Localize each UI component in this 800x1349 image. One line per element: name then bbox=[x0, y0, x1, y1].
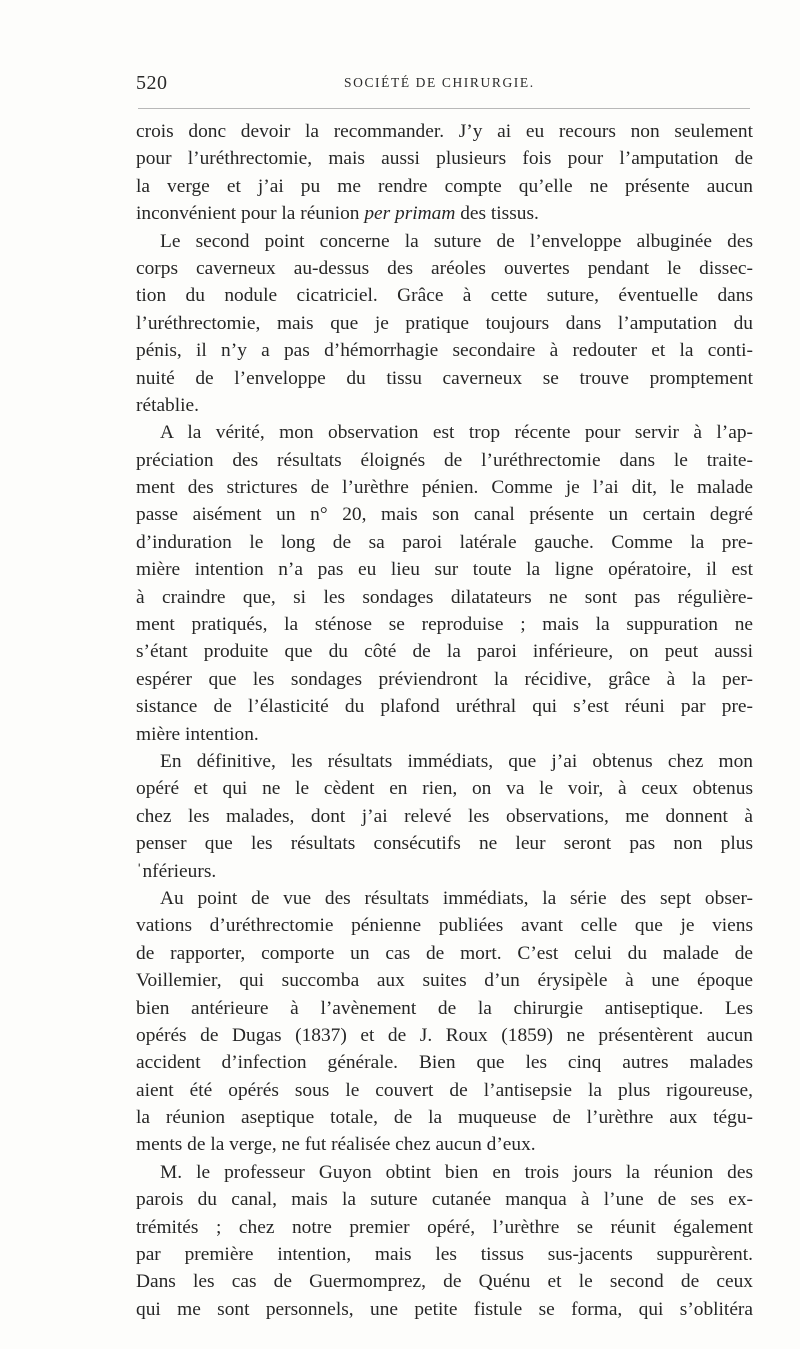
page-header bbox=[136, 72, 752, 100]
text-line: pour l’uréthrectomie, mais aussi plusieurs fois pour l’amputation de bbox=[136, 148, 753, 170]
text-line: A la vérité, mon observation est trop récente pour servir à l’ap- bbox=[160, 422, 753, 444]
text-line: aient été opérés sous le couvert de l’antisepsie la plus rigoureuse, bbox=[136, 1079, 753, 1101]
text-line: s’étant produite que du côté de la paroi inférieure, on peut aussi bbox=[136, 641, 753, 663]
text-line: sistance de l’élasticité du plafond uréthral qui s’est réuni par pre- bbox=[136, 696, 753, 718]
text-line: Au point de vue des résultats immédiats, la série des sept obser- bbox=[160, 887, 753, 909]
text-line: de rapporter, comporte un cas de mort. C’est celui du malade de bbox=[136, 942, 753, 964]
text-line: M. le professeur Guyon obtint bien en trois jours la réunion des bbox=[160, 1161, 753, 1183]
text-line: opéré et qui ne le cèdent en rien, on va le voir, à ceux obtenus bbox=[136, 778, 753, 800]
text-line: rétablie. bbox=[136, 394, 199, 416]
text-line: la verge et j’ai pu me rendre compte qu’elle ne présente aucun bbox=[136, 175, 753, 197]
text-line: parois du canal, mais la suture cutanée manqua à l’une de ses ex- bbox=[136, 1189, 753, 1211]
text-line: qui me sont personnels, une petite fistule se forma, qui s’oblitéra bbox=[136, 1298, 753, 1320]
italic-phrase: per primam bbox=[364, 203, 456, 225]
text-line: crois donc devoir la recommander. J’y ai eu recours non seulement bbox=[136, 121, 753, 142]
text-line: la réunion aseptique totale, de la muqueuse de l’urèthre aux tégu- bbox=[136, 1107, 753, 1129]
text-line: espérer que les sondages préviendront la récidive, grâce à la per- bbox=[136, 668, 753, 690]
text-line: vations d’uréthrectomie pénienne publiées avant celle que je viens bbox=[136, 915, 753, 937]
text-line: mière intention n’a pas eu lieu sur toute la ligne opératoire, il est bbox=[136, 559, 753, 581]
text-line: l’uréthrectomie, mais que je pratique toujours dans l’amputation du bbox=[136, 312, 753, 334]
text-line: opérés de Dugas (1837) et de J. Roux (1859) ne présentèrent aucun bbox=[136, 1024, 753, 1046]
text-line: mière intention. bbox=[136, 723, 259, 745]
page-number: 520 bbox=[136, 72, 168, 94]
text-fragment: des tissus. bbox=[455, 203, 539, 225]
text-line: trémités ; chez notre premier opéré, l’urèthre se réunit également bbox=[136, 1216, 753, 1238]
text-line: ment des strictures de l’urèthre pénien. Comme je l’ai dit, le malade bbox=[136, 477, 753, 499]
text-line: Voillemier, qui succomba aux suites d’un érysipèle à une époque bbox=[136, 970, 753, 992]
header-rule bbox=[138, 108, 750, 109]
text-line: En définitive, les résultats immédiats, que j’ai obtenus chez mon bbox=[160, 750, 753, 772]
text-line: préciation des résultats éloignés de l’uréthrectomie dans le traite- bbox=[136, 449, 753, 471]
text-line: chez les malades, dont j’ai relevé les observations, me donnent à bbox=[136, 805, 753, 827]
text-line: d’induration le long de sa paroi latérale gauche. Comme la pre- bbox=[136, 531, 753, 553]
text-fragment: inconvénient pour la réunion bbox=[136, 203, 365, 225]
text-line: pénis, il n’y a pas d’hémorrhagie secondaire à redouter et la conti- bbox=[136, 340, 753, 362]
text-line: ments de la verge, ne fut réalisée chez aucun d’eux. bbox=[136, 1134, 536, 1156]
body-text bbox=[136, 118, 753, 1323]
text-line: ˈnférieurs. bbox=[136, 860, 217, 882]
text-line: Le second point concerne la suture de l’enveloppe albuginée des bbox=[160, 230, 753, 252]
text-line: bien antérieure à l’avènement de la chirurgie antiseptique. Les bbox=[136, 997, 753, 1019]
text-line: Dans les cas de Guermomprez, de Quénu et le second de ceux bbox=[136, 1271, 753, 1293]
text-line: passe aisément un n° 20, mais son canal présente un certain degré bbox=[136, 504, 753, 526]
text-line: corps caverneux au-dessus des aréoles ouvertes pendant le dissec- bbox=[136, 257, 753, 279]
text-line: tion du nodule cicatriciel. Grâce à cette suture, éventuelle dans bbox=[136, 285, 753, 307]
text-line: penser que les résultats consécutifs ne leur seront pas non plus bbox=[136, 833, 753, 855]
text-line bbox=[136, 200, 753, 227]
running-head: SOCIÉTÉ DE CHIRURGIE. bbox=[344, 75, 535, 90]
text-line: à craindre que, si les sondages dilatateurs ne sont pas régulière- bbox=[136, 586, 753, 608]
text-line: accident d’infection générale. Bien que les cinq autres malades bbox=[136, 1052, 753, 1074]
text-line: nuité de l’enveloppe du tissu caverneux se trouve promptement bbox=[136, 367, 753, 389]
text-line: ment pratiqués, la sténose se reproduise ; mais la suppuration ne bbox=[136, 614, 753, 636]
text-line: par première intention, mais les tissus sus-jacents suppurèrent. bbox=[136, 1244, 753, 1266]
